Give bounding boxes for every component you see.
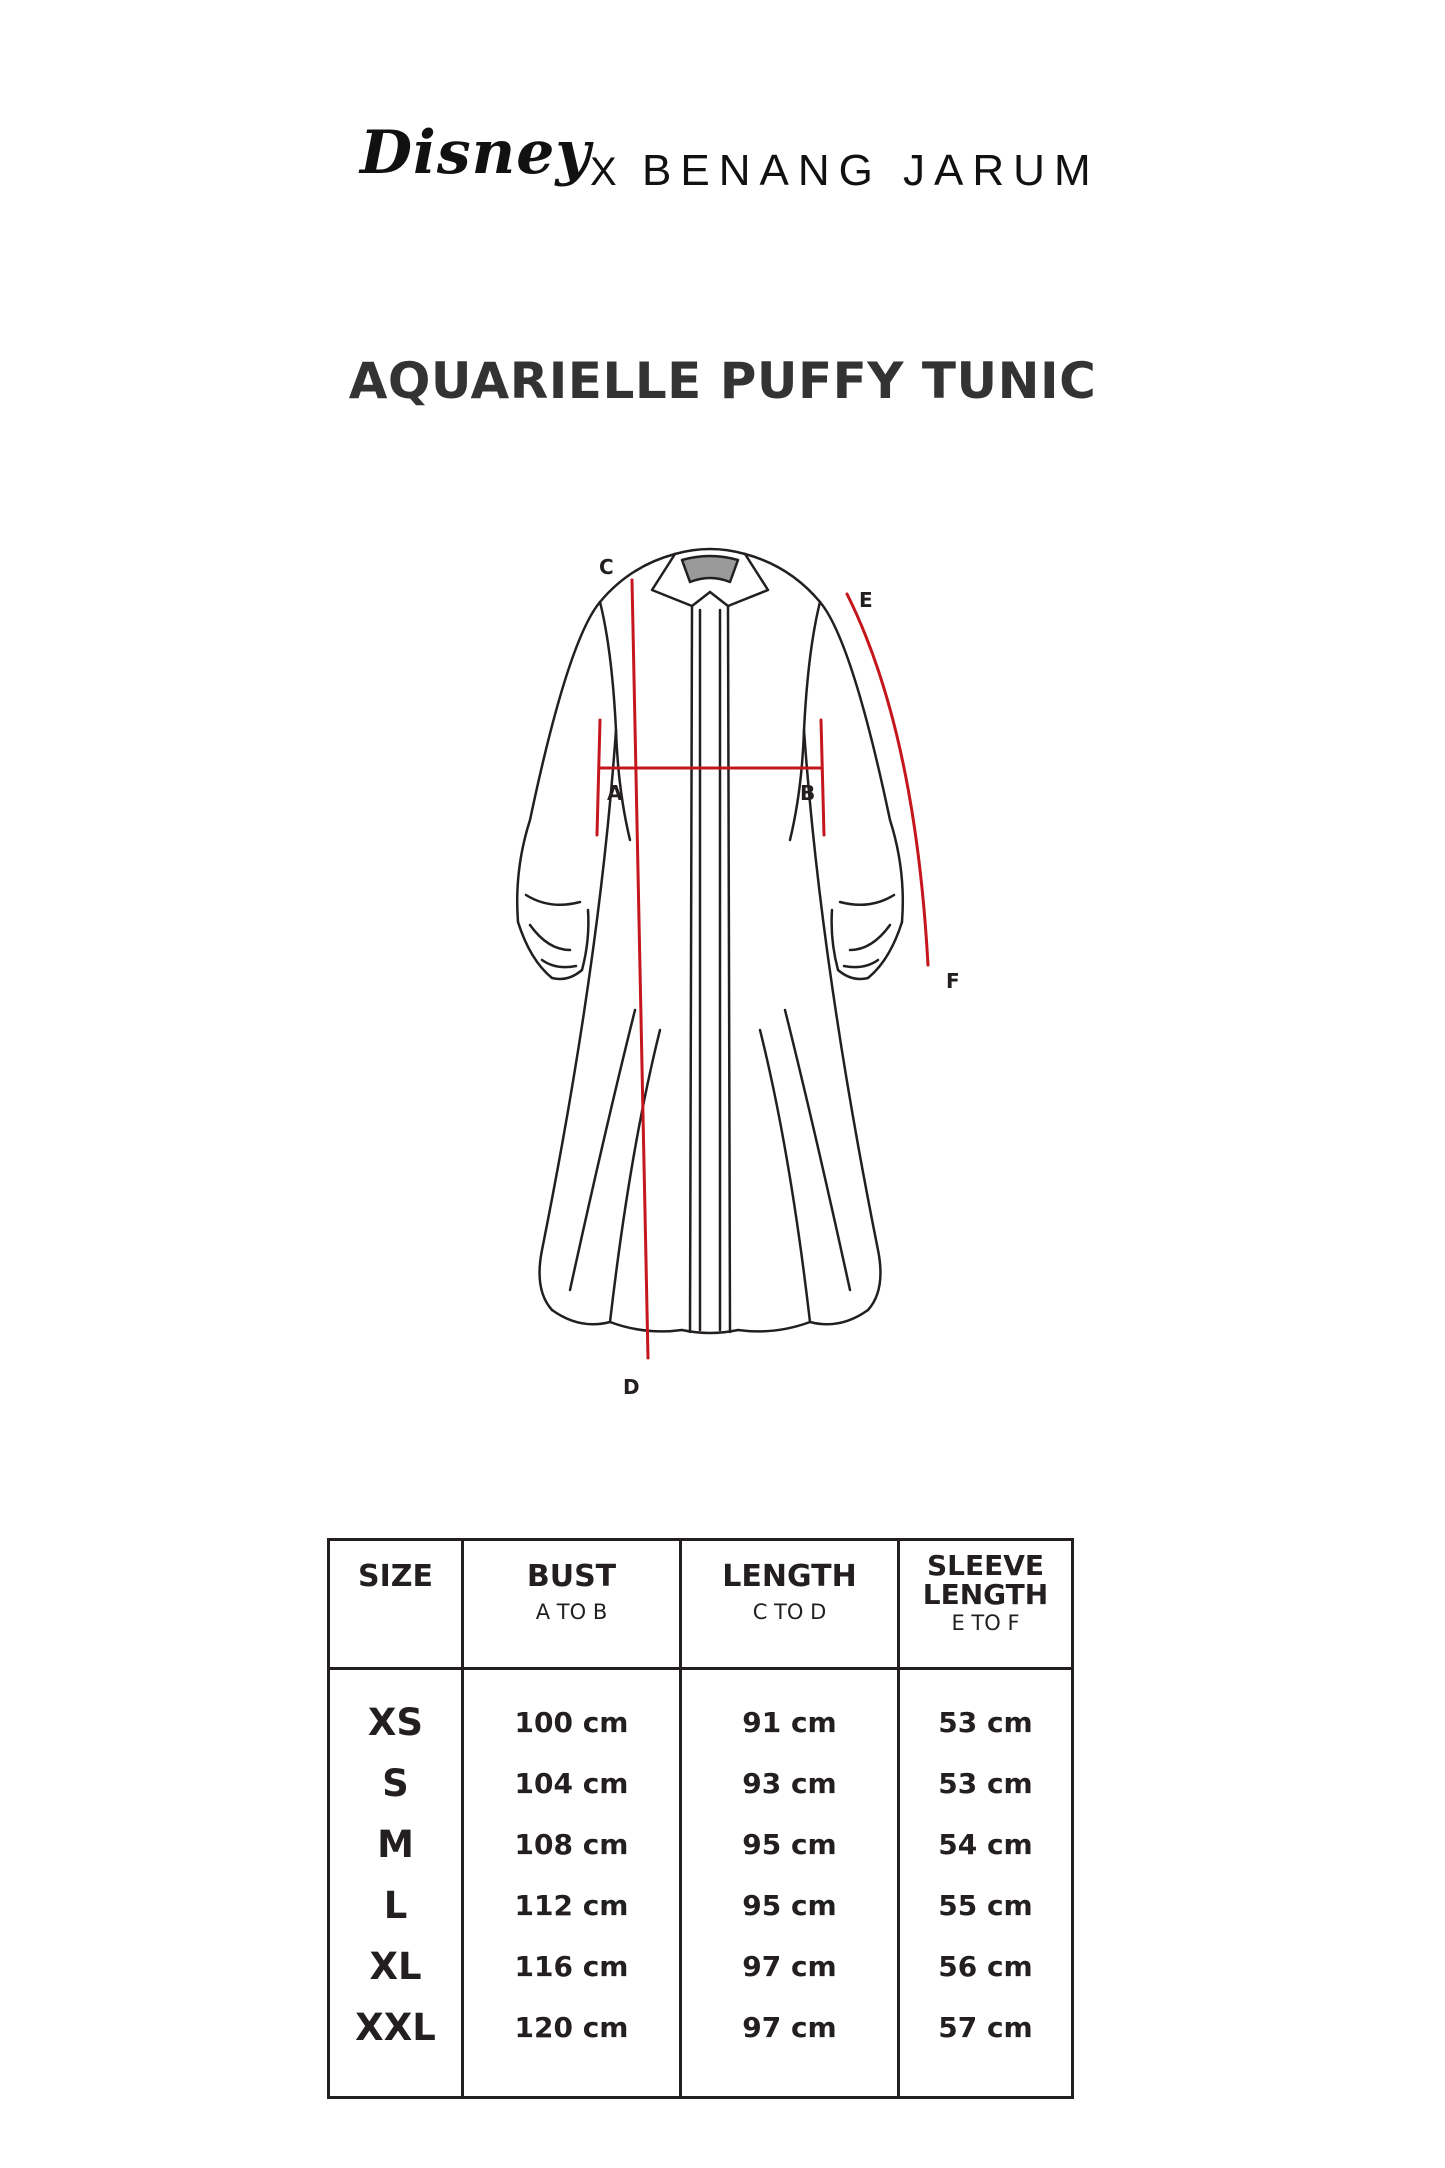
table-cell-size: S (382, 1762, 409, 1805)
label-b: B (800, 781, 816, 805)
table-cell-length: 93 cm (742, 1767, 837, 1800)
header-sleeve-sub: E TO F (951, 1610, 1020, 1635)
header-length: LENGTH C TO D (681, 1540, 899, 1669)
table-cell-size: XS (367, 1701, 424, 1744)
header-length-sub: C TO D (752, 1599, 827, 1624)
table-cell-sleeve: 56 cm (938, 1950, 1033, 1983)
tunic-measurement-diagram (430, 530, 990, 1410)
header-bust: BUST A TO B (463, 1540, 681, 1669)
label-f: F (946, 969, 960, 993)
brand-header (0, 108, 1445, 218)
table-cell-bust: 108 cm (514, 1828, 629, 1861)
table-header-row (329, 1540, 1073, 1669)
disney-logo: Disney (360, 118, 592, 188)
table-cell-size: XXL (355, 2006, 436, 2049)
brand-separator: X (590, 150, 617, 194)
table-cell-bust: 100 cm (514, 1706, 629, 1739)
bust-column (463, 1669, 681, 2098)
size-column (329, 1669, 463, 2098)
table-cell-length: 97 cm (742, 2011, 837, 2044)
table-cell-sleeve: 53 cm (938, 1767, 1033, 1800)
table-cell-bust: 116 cm (514, 1950, 629, 1983)
table-cell-size: L (383, 1884, 408, 1927)
partner-brand: BENANG JARUM (642, 146, 1100, 195)
table-cell-size: XL (369, 1945, 422, 1988)
table-cell-sleeve: 54 cm (938, 1828, 1033, 1861)
table-cell-length: 95 cm (742, 1889, 837, 1922)
product-title: AQUARIELLE PUFFY TUNIC (348, 352, 1097, 410)
label-c: C (599, 555, 614, 579)
length-column (681, 1669, 899, 2098)
label-a: A (607, 781, 623, 805)
table-cell-length: 95 cm (742, 1828, 837, 1861)
table-cell-length: 97 cm (742, 1950, 837, 1983)
table-cell-sleeve: 53 cm (938, 1706, 1033, 1739)
table-cell-sleeve: 57 cm (938, 2011, 1033, 2044)
table-cell-sleeve: 55 cm (938, 1889, 1033, 1922)
header-size: SIZE (329, 1540, 463, 1669)
table-cell-bust: 120 cm (514, 2011, 629, 2044)
label-e: E (859, 588, 873, 612)
table-cell-length: 91 cm (742, 1706, 837, 1739)
table-body-row (329, 1669, 1073, 2098)
sleeve-column (899, 1669, 1073, 2098)
header-bust-sub: A TO B (535, 1599, 608, 1624)
size-chart-table (327, 1538, 1074, 2099)
table-cell-size: M (377, 1823, 414, 1866)
label-d: D (623, 1375, 640, 1399)
tunic-outline (517, 549, 903, 1333)
table-cell-bust: 104 cm (514, 1767, 629, 1800)
header-sleeve-length: SLEEVE LENGTH E TO F (899, 1540, 1073, 1669)
table-cell-bust: 112 cm (514, 1889, 629, 1922)
